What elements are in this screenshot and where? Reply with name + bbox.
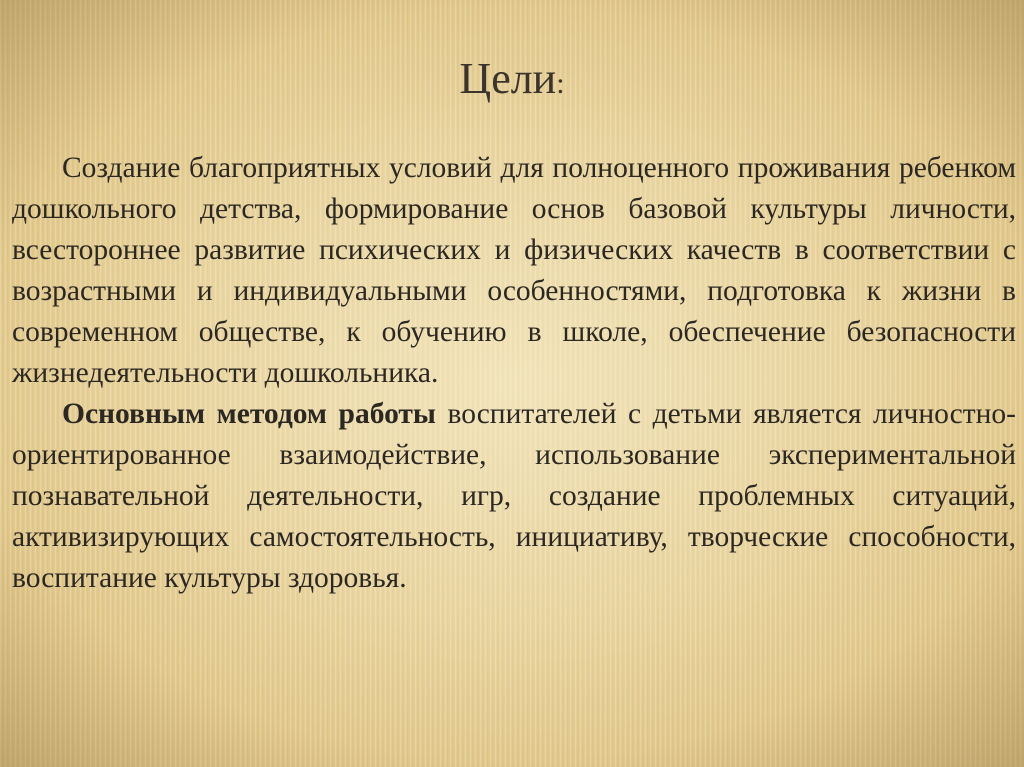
slide-body	[12, 148, 1016, 599]
goals-paragraph: Создание благоприятных условий для полноценного проживания ребенком дошкольного детства, формирование основ базовой культуры личности, всестороннее развитие психических и физических качеств в соответствии с возрастными и индивидуальными особенностями, подготовка к жизни в современном обществе, к обучению в школе, обеспечение безопасности жизнедеятельности дошкольника.	[12, 152, 1016, 389]
method-paragraph-text: воспитателей с детьми является личностно-ориентированное взаимодействие, использование экспериментальной познавательной деятельности, игр, создание проблемных ситуаций, активизирующих самостоятельность, инициативу, творческие способности, воспитание культуры здоровья.	[12, 398, 1016, 594]
title-text: Цели	[459, 54, 557, 103]
title-colon: :	[556, 67, 565, 100]
method-paragraph	[12, 394, 1016, 599]
method-paragraph-bold: Основным методом работы	[62, 398, 436, 430]
slide-title	[0, 52, 1024, 111]
